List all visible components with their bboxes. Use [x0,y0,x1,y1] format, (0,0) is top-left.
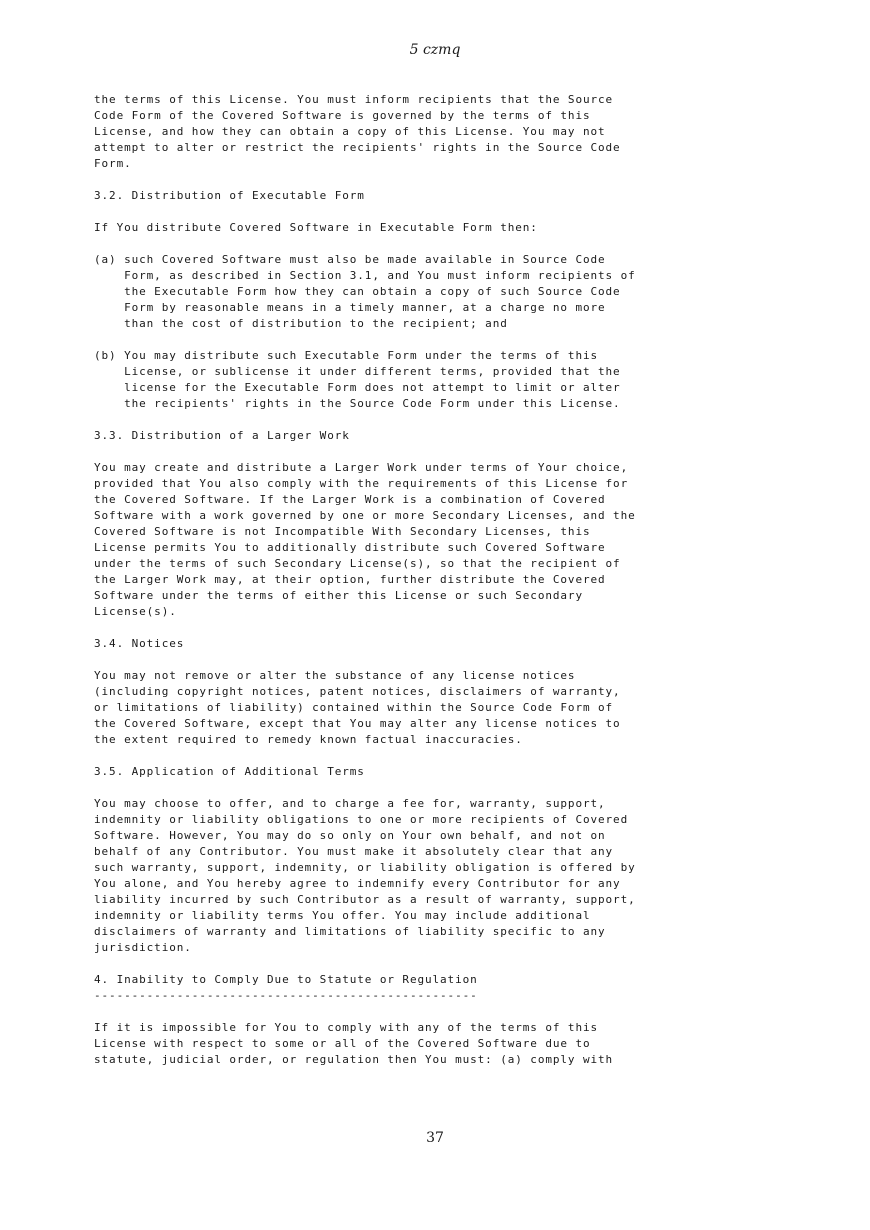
list-item-line: license for the Executable Form does not attempt to limit or alter [94,381,621,394]
paragraph-line: Software under the terms of either this License or such Secondary [94,589,583,602]
paragraph-line: License permits You to additionally distribute such Covered Software [94,541,606,554]
paragraph-line: disclaimers of warranty and limitations of liability specific to any [94,925,606,938]
heading-block [94,188,814,204]
paragraph-line: Covered Software is not Incompatible With Secondary Licenses, this [94,525,591,538]
paragraph-line: You alone, and You hereby agree to indemnify every Contributor for any [94,877,621,890]
list-item-block [94,252,814,332]
list-item-block [94,348,814,412]
paragraph-line: If it is impossible for You to comply with any of the terms of this [94,1021,599,1034]
section-heading-line: 4. Inability to Comply Due to Statute or Regulation [94,973,478,986]
paragraph-line: You may choose to offer, and to charge a fee for, warranty, support, [94,797,606,810]
paragraph-block [94,92,814,172]
paragraph-line: the Larger Work may, at their option, further distribute the Covered [94,573,606,586]
list-item-line: (b) You may distribute such Executable Form under the terms of this [94,349,599,362]
paragraph-block [94,460,814,620]
heading-block [94,764,814,780]
list-item-line: License, or sublicense it under different terms, provided that the [94,365,621,378]
section-heading-block [94,972,814,1004]
license-body [94,92,814,1084]
paragraph-line: or limitations of liability) contained within the Source Code Form of [94,701,614,714]
paragraph-line: You may create and distribute a Larger Work under terms of Your choice, [94,461,629,474]
paragraph-line: the extent required to remedy known factual inaccuracies. [94,733,523,746]
list-item-line: the recipients' rights in the Source Code Form under this License. [94,397,621,410]
paragraph-line: License(s). [94,605,177,618]
paragraph-block [94,796,814,956]
list-item-line: than the cost of distribution to the recipient; and [94,317,508,330]
paragraph-line: behalf of any Contributor. You must make it absolutely clear that any [94,845,614,858]
paragraph-line: Software. However, You may do so only on Your own behalf, and not on [94,829,606,842]
paragraph-line: the terms of this License. You must inform recipients that the Source [94,93,614,106]
paragraph-line: indemnity or liability obligations to one or more recipients of Covered [94,813,629,826]
paragraph-line: statute, judicial order, or regulation then You must: (a) comply with [94,1053,614,1066]
paragraph-line: indemnity or liability terms You offer. You may include additional [94,909,591,922]
paragraph-line: the Covered Software. If the Larger Work is a combination of Covered [94,493,606,506]
paragraph-line: If You distribute Covered Software in Executable Form then: [94,221,538,234]
list-item-line: the Executable Form how they can obtain a copy of such Source Code [94,285,621,298]
list-item-line: Form by reasonable means in a timely manner, at a charge no more [94,301,606,314]
paragraph-line: License with respect to some or all of the Covered Software due to [94,1037,591,1050]
section-heading-line: --------------------------------------------------- [94,989,478,1002]
heading-block [94,636,814,652]
list-item-line: (a) such Covered Software must also be made available in Source Code [94,253,606,266]
heading-line: 3.2. Distribution of Executable Form [94,189,365,202]
paragraph-line: liability incurred by such Contributor as a result of warranty, support, [94,893,636,906]
paragraph-block [94,1020,814,1068]
heading-line: 3.5. Application of Additional Terms [94,765,365,778]
heading-line: 3.3. Distribution of a Larger Work [94,429,350,442]
paragraph-line: Software with a work governed by one or more Secondary Licenses, and the [94,509,636,522]
paragraph-line: jurisdiction. [94,941,192,954]
paragraph-line: the Covered Software, except that You may alter any license notices to [94,717,621,730]
paragraph-line: You may not remove or alter the substance of any license notices [94,669,576,682]
paragraph-line: Code Form of the Covered Software is governed by the terms of this [94,109,591,122]
paragraph-line: (including copyright notices, patent notices, disclaimers of warranty, [94,685,621,698]
paragraph-block [94,220,814,236]
paragraph-line: such warranty, support, indemnity, or liability obligation is offered by [94,861,636,874]
paragraph-line: Form. [94,157,132,170]
paragraph-line: attempt to alter or restrict the recipients' rights in the Source Code [94,141,621,154]
paragraph-line: License, and how they can obtain a copy of this License. You may not [94,125,606,138]
paragraph-line: provided that You also comply with the requirements of this License for [94,477,629,490]
running-header: 5 czmq [409,42,461,58]
heading-line: 3.4. Notices [94,637,185,650]
list-item-line: Form, as described in Section 3.1, and You must inform recipients of [94,269,636,282]
paragraph-block [94,668,814,748]
heading-block [94,428,814,444]
page-number: 37 [426,1130,444,1146]
paragraph-line: under the terms of such Secondary License(s), so that the recipient of [94,557,621,570]
